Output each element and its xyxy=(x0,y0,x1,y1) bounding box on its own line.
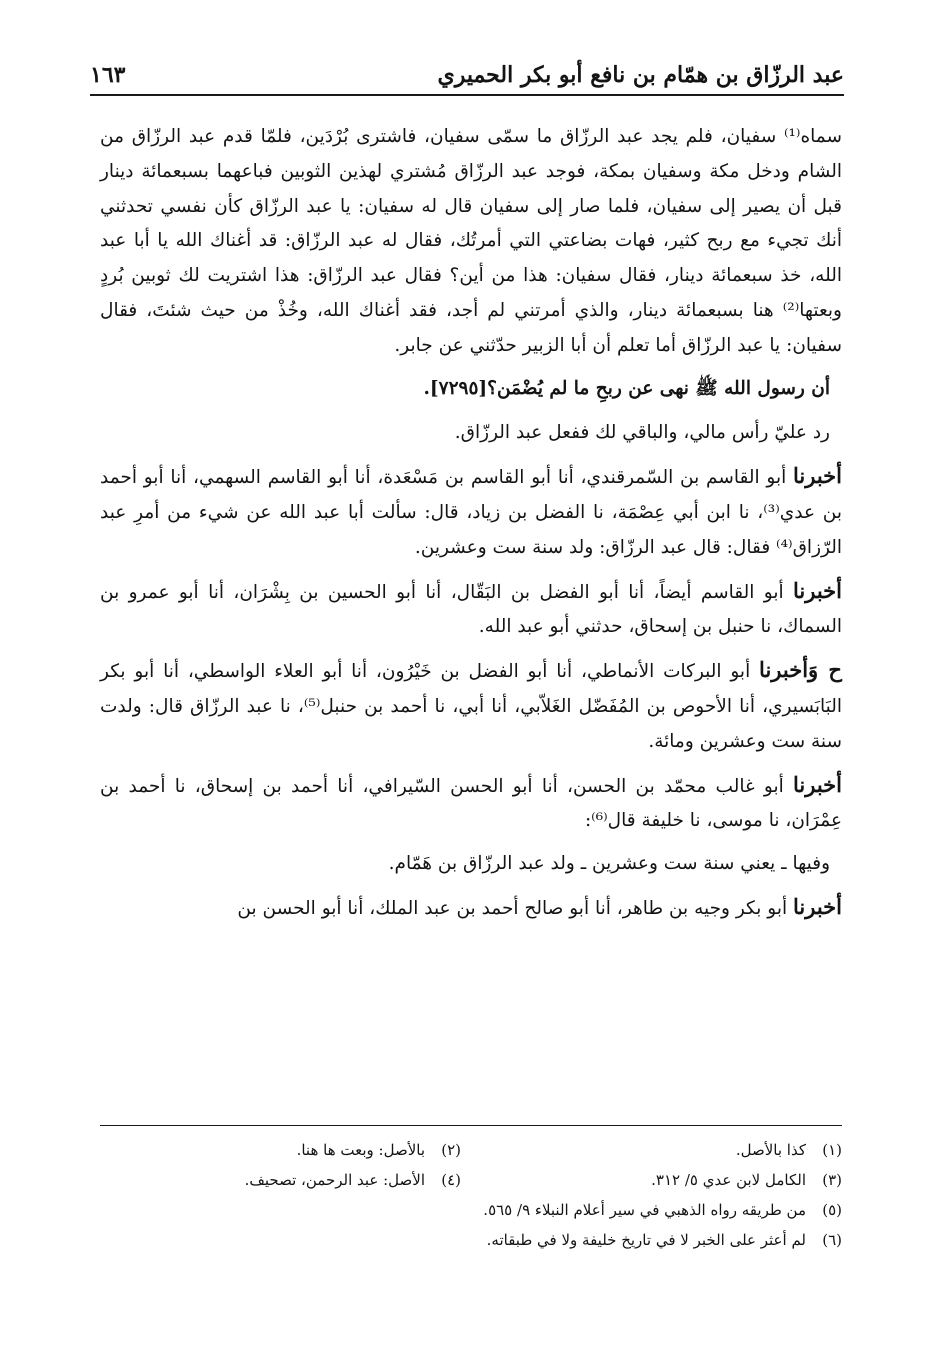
narration-keyword: أخبرنا xyxy=(793,463,842,489)
footnote-number: (٣) xyxy=(822,1171,842,1189)
paragraph xyxy=(100,459,842,565)
footnotes xyxy=(100,1125,842,1252)
footnote-text: الأصل: عبد الرحمن، تصحيف. xyxy=(244,1171,425,1189)
page-number: ١٦٣ xyxy=(90,62,126,88)
footnote-number: (٢) xyxy=(441,1141,461,1159)
paragraph: وفيها ـ يعني سنة ست وعشرين ـ ولد عبد الرزّاق بن هَمّام. xyxy=(388,853,830,875)
paragraph xyxy=(100,768,842,840)
paragraph xyxy=(100,890,842,927)
footnote-text: لم أعثر على الخبر لا في تاريخ خليفة ولا في طبقاته. xyxy=(486,1231,806,1249)
footnote-text: الكامل لابن عدي ٥/ ٣١٢. xyxy=(651,1171,806,1189)
paragraph xyxy=(100,653,842,759)
footnote-number: (٤) xyxy=(441,1171,461,1189)
footnote xyxy=(481,1138,842,1162)
paragraph-text: أبو بكر وجيه بن طاهر، أنا أبو صالح أحمد بن عبد الملك، أنا أبو الحسن بن xyxy=(237,897,794,919)
paragraph-text: أبو البركات الأنماطي، أنا أبو الفضل بن خَيْرُون، أنا أبو العلاء الواسطي، أنا أبو بكر البَابَسيري، أنا الأحوص بن المُفَضّل الغَلاّبي، أنا أبي، نا أحمد بن حنبل⁽⁵⁾، نا عبد الرزّاق قال: ولدت سنة ست وعشرين ومائة. xyxy=(100,661,842,752)
narration-keyword: أخبرنا xyxy=(793,577,842,603)
narration-keyword: أخبرنا xyxy=(793,893,842,919)
footnote-text: كذا بالأصل. xyxy=(735,1141,806,1159)
paragraph: سماه⁽¹⁾ سفيان، فلم يجد عبد الرزّاق ما سمّى سفيان، فاشترى بُرْدَين، فلمّا قدم عبد الرزّاق من الشام ودخل مكة وسفيان بمكة، فوجد عبد الرزّاق مُشتري لهذين الثوبين فباعهما بسبعمائة دينار قبل أن يصير إلى سفيان، فلما صار إلى سفيان قال له سفيان: يا عبد الرزّاق كأن نفسي تحدثني أنك تجيء مع ربح كثير، فهات بضاعتي التي أمرتُك، فقال له عبد الرزّاق: قد أغناك الله يا أبا عبد الله، خذ سبعمائة دينار، فقال سفيان: هذا من أين؟ فقال عبد الرزّاق: هذا اشتريت لك ثوبين بُردٍ وبعتها⁽²⁾ هنا بسبعمائة دينار، والذي أمرتني لم أجد، فقد أغناك الله، وخُذْ من حيث شئتَ، فقال سفيان: يا عبد الرزّاق أما تعلم أن أبا الزبير حدّثني عن جابر. xyxy=(100,126,842,356)
page-header xyxy=(90,58,844,96)
paragraph-text: أبو القاسم بن السّمرقندي، أنا أبو القاسم بن مَسْعَدة، أنا أبو القاسم السهمي، أنا أبو أحمد بن عدي⁽³⁾، نا ابن أبي عِصْمَة، نا الفضل بن زياد، قال: سألت أبا عبد الله عن شيء من أمرِ عبد الرّزاق⁽⁴⁾ فقال: قال عبد الرزّاق: ولد سنة ست وعشرين. xyxy=(100,467,842,558)
hadith-quote: أن رسول الله ﷺ نهى عن ربحِ ما لم يُضْمَن؟[٧٢٩٥]. xyxy=(423,377,830,399)
footnote-text: بالأصل: وبعت ها هنا. xyxy=(296,1141,425,1159)
footnote xyxy=(100,1168,461,1192)
footnote xyxy=(100,1138,461,1162)
main-text xyxy=(100,120,842,935)
running-title: عبد الرزّاق بن همّام بن نافع أبو بكر الحميري xyxy=(437,62,844,88)
narration-keyword: ح وَأخبرنا xyxy=(759,657,842,683)
footnote xyxy=(100,1198,842,1222)
footnote-number: (٥) xyxy=(822,1201,842,1219)
footnote xyxy=(481,1168,842,1192)
footnote-number: (٦) xyxy=(822,1231,842,1249)
footnote-number: (١) xyxy=(822,1141,842,1159)
paragraph xyxy=(100,574,842,646)
paragraph-text: أبو غالب محمّد بن الحسن، أنا أبو الحسن السّيرافي، أنا أحمد بن إسحاق، نا أحمد بن عِمْرَان، نا موسى، نا خليفة قال⁽⁶⁾: xyxy=(100,775,842,832)
footnote xyxy=(100,1228,842,1252)
narration-keyword: أخبرنا xyxy=(793,771,842,797)
footnote-text: من طريقه رواه الذهبي في سير أعلام النبلاء ٩/ ٥٦٥. xyxy=(483,1201,806,1219)
paragraph: رد عليّ رأس مالي، والباقي لك ففعل عبد الرزّاق. xyxy=(454,422,830,444)
paragraph-text: أبو القاسم أيضاً، أنا أبو الفضل بن البَقّال، أنا أبو الحسين بن بِشْرَان، أنا أبو عمرو بن السماك، نا حنبل بن إسحاق، حدثني أبو عبد الله. xyxy=(100,581,842,638)
